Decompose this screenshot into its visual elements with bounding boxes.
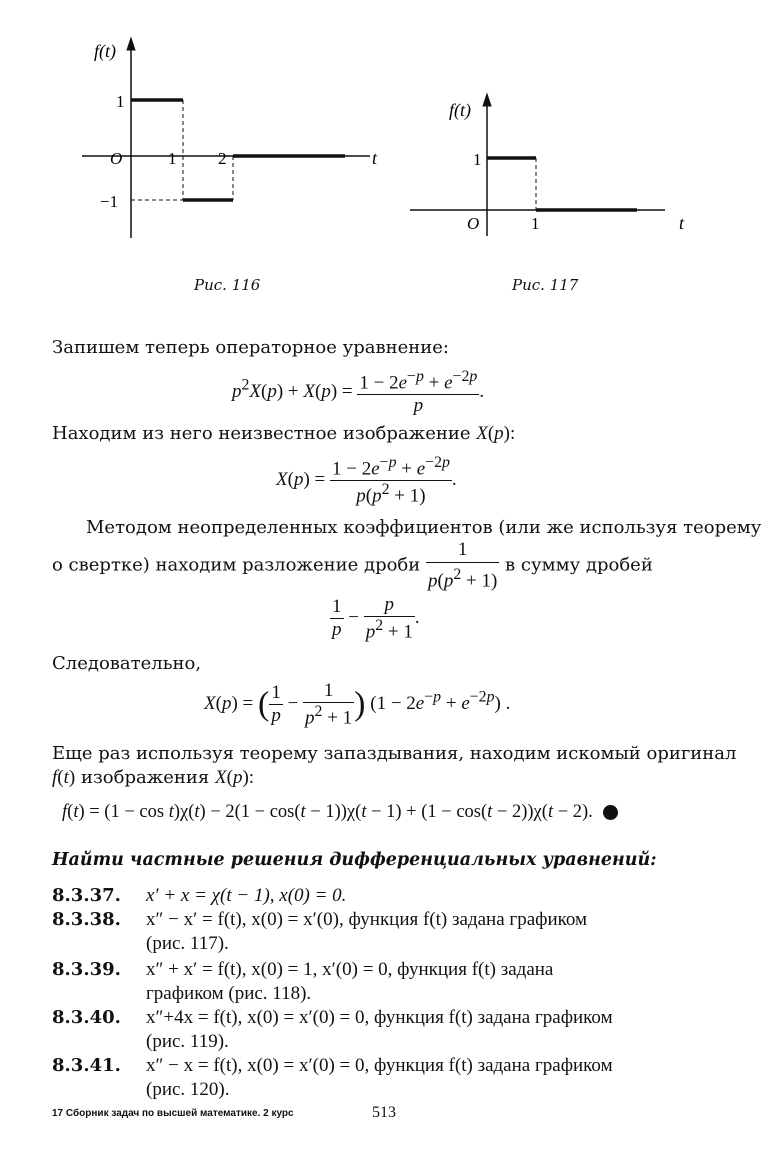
equation-decomposed: X(p) = ( $\frac{1}{p}$ − $\frac{1}{p^2 + 1}$ ) $(1 - 2e^{-p} + e^{-2p})$ .	[204, 680, 511, 729]
equation-original: f(t) = (1 − cos t)χ(t) − 2(1 − cos(t − 1))χ(t − 1) + (1 − cos(t − 2))χ(t − 2).	[62, 802, 618, 823]
fig117-ytick: 1	[473, 150, 482, 169]
problem-number: 8.3.39.	[52, 959, 121, 980]
problem-text: x″+4x = f(t), x(0) = x′(0) = 0, функция f(t) задана графиком	[146, 1007, 613, 1028]
figure-117	[405, 90, 705, 250]
fig116-ylabel: f(t)	[94, 41, 116, 61]
problem-text: x″ + x′ = f(t), x(0) = 1, x′(0) = 0, функция f(t) задана	[146, 959, 554, 980]
fig117-origin: O	[467, 214, 480, 233]
problem-8-3-38	[52, 908, 771, 956]
paragraph-consequently: Следовательно,	[52, 653, 202, 674]
equation-operator: $p^2X(p) + X(p)$ = $\frac{1 - 2e^{-p} + e^{-2p}}{p}$ .	[232, 368, 485, 417]
problem-number: 8.3.40.	[52, 1007, 121, 1028]
problem-number: 8.3.38.	[52, 909, 121, 930]
fig116-ytick-neg: −1	[100, 192, 119, 211]
end-of-solution-icon	[603, 805, 618, 820]
problem-number: 8.3.37.	[52, 885, 121, 906]
paragraph-find-image-text: Находим из него неизвестное изображение	[52, 423, 471, 444]
fig117-tick-1: 1	[531, 214, 540, 233]
problem-8-3-40	[52, 1006, 771, 1054]
figure-116	[40, 30, 400, 250]
equation-partial-fractions: $\frac{1}{p}$ − $\frac{p}{p^2 + 1}$ .	[332, 594, 420, 643]
problem-text-cont: (рис. 119).	[146, 1031, 229, 1052]
paragraph-original-text: изображения	[80, 767, 210, 788]
footer-note: 17 Сборник задач по высшей математике. 2 курс	[52, 1108, 294, 1119]
fig116-ytick-pos: 1	[116, 92, 125, 111]
figure-116-caption: Рис. 116	[194, 276, 261, 294]
problem-text: x″ − x′ = f(t), x(0) = x′(0), функция f(t) задана графиком	[146, 909, 588, 930]
y-axis-arrow	[483, 94, 491, 106]
page-number: 513	[372, 1104, 396, 1121]
fig116-tick-1: 1	[168, 149, 177, 168]
problem-number: 8.3.41.	[52, 1055, 121, 1076]
problem-text-cont: графиком (рис. 118).	[146, 983, 312, 1004]
fig116-origin: O	[110, 149, 123, 168]
problem-text: x″ − x = f(t), x(0) = x′(0) = 0, функция f(t) задана графиком	[146, 1055, 613, 1076]
fig117-ylabel: f(t)	[449, 100, 471, 120]
problem-text-cont: (рис. 120).	[146, 1079, 230, 1100]
paragraph-operator-equation: Запишем теперь операторное уравнение:	[52, 337, 449, 358]
problem-text: x′ + x = χ(t − 1), x(0) = 0.	[146, 885, 347, 906]
fig116-xlabel: t	[372, 148, 378, 168]
y-axis-arrow	[127, 38, 135, 50]
fig116-tick-2: 2	[218, 149, 227, 168]
fig117-xlabel: t	[679, 213, 685, 233]
problem-8-3-41	[52, 1054, 771, 1102]
paragraph-method-text-b: в сумму дробей	[505, 554, 653, 576]
paragraph-original-line1: Еще раз используя теорему запаздывания, находим искомый оригинал	[52, 743, 737, 764]
paragraph-find-image: Находим из него неизвестное изображение X(p):	[52, 423, 516, 444]
paragraph-method-text-a: о свертке) находим разложение дроби	[52, 554, 421, 576]
paragraph-method-line2: о свертке) находим разложение дроби $\frac{1}{p(p^2 + 1)}$ в сумму дробей	[52, 539, 653, 592]
problem-text-cont: (рис. 117).	[146, 933, 229, 954]
paragraph-method-line1: Методом неопределенных коэффициентов (или же используя теорему	[86, 517, 762, 538]
task-heading: Найти частные решения дифференциальных уравнений:	[52, 850, 657, 870]
paragraph-original-line2: f(t) изображения X(p):	[52, 767, 255, 788]
equation-image: X(p) = $\frac{1 - 2e^{-p} + e^{-2p}}{p(p^2 + 1)}$ .	[276, 454, 457, 507]
problem-8-3-37	[52, 884, 771, 908]
figure-117-caption: Рис. 117	[512, 276, 579, 294]
problem-8-3-39	[52, 958, 771, 1006]
